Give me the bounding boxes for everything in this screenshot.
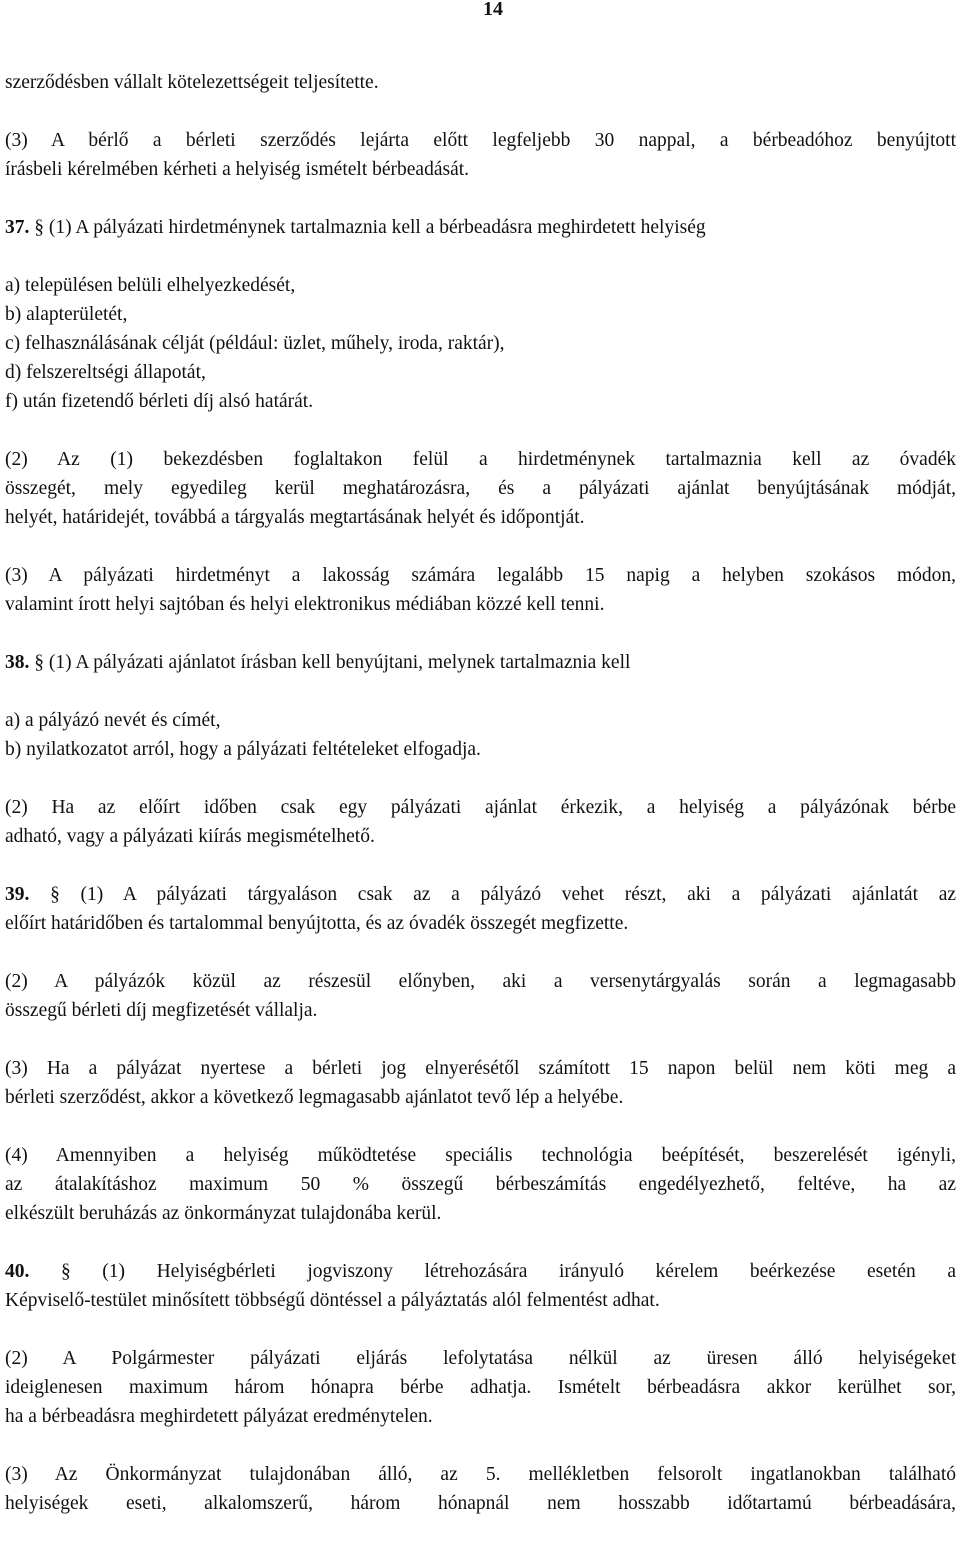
text-line bbox=[5, 1489, 956, 1518]
line-text: b) nyilatkozatot arról, hogy a pályázati feltételeket elfogadja. bbox=[5, 739, 481, 760]
line-text: helyiségek eseti, alkalomszerű, három hónapnál nem hosszabb időtartamú bérbeadására, bbox=[5, 1493, 956, 1514]
section-number: 39. bbox=[5, 884, 30, 905]
paragraph bbox=[5, 967, 956, 1025]
line-text: § (1) A pályázati ajánlatot írásban kell benyújtani, melynek tartalmaznia kell bbox=[34, 652, 631, 673]
line-text: helyét, határidejét, továbbá a tárgyalás megtartásának helyét és időpontját. bbox=[5, 507, 585, 528]
line-text: (3) Az Önkormányzat tulajdonában álló, az 5. mellékletben felsorolt ingatlanokban található bbox=[5, 1464, 956, 1485]
text-line bbox=[5, 358, 956, 387]
text-line bbox=[5, 1054, 956, 1083]
text-line bbox=[5, 155, 956, 184]
line-text: c) felhasználásának célját (például: üzlet, műhely, iroda, raktár), bbox=[5, 333, 505, 354]
line-text: adható, vagy a pályázati kiírás megismételhető. bbox=[5, 826, 375, 847]
text-line bbox=[5, 793, 956, 822]
text-line bbox=[5, 300, 956, 329]
line-text: (2) Ha az előírt időben csak egy pályázati ajánlat érkezik, a helyiség a pályázónak bérbe bbox=[5, 797, 956, 818]
text-line bbox=[5, 213, 956, 242]
text-line bbox=[5, 68, 956, 97]
paragraph bbox=[5, 271, 956, 416]
paragraph bbox=[5, 1460, 956, 1518]
paragraph bbox=[5, 1141, 956, 1228]
text-line bbox=[5, 1257, 956, 1286]
paragraph bbox=[5, 561, 956, 619]
text-line bbox=[5, 474, 956, 503]
text-line bbox=[5, 1373, 956, 1402]
line-text: valamint írott helyi sajtóban és helyi elektronikus médiában közzé kell tenni. bbox=[5, 594, 605, 615]
text-line bbox=[5, 996, 956, 1025]
paragraph bbox=[5, 706, 956, 764]
text-line bbox=[5, 1286, 956, 1315]
text-line bbox=[5, 503, 956, 532]
line-text: ha a bérbeadásra meghirdetett pályázat eredménytelen. bbox=[5, 1406, 433, 1427]
line-text: (3) A pályázati hirdetményt a lakosság számára legalább 15 napig a helyben szokásos módon, bbox=[5, 565, 956, 586]
text-line bbox=[5, 126, 956, 155]
text-line bbox=[5, 561, 956, 590]
line-text: b) alapterületét, bbox=[5, 304, 128, 325]
section-number: 37. bbox=[5, 217, 30, 238]
line-text: § (1) Helyiségbérleti jogviszony létrehozására irányuló kérelem beérkezése esetén a bbox=[60, 1261, 956, 1282]
line-text: Képviselő-testület minősített többségű döntéssel a pályáztatás alól felmentést adhat. bbox=[5, 1290, 660, 1311]
section-number: 38. bbox=[5, 652, 30, 673]
line-text: szerződésben vállalt kötelezettségeit teljesítette. bbox=[5, 72, 379, 93]
line-text: írásbeli kérelmében kérheti a helyiség ismételt bérbeadását. bbox=[5, 159, 470, 180]
text-line bbox=[5, 1402, 956, 1431]
text-line bbox=[5, 648, 956, 677]
text-line bbox=[5, 590, 956, 619]
line-text: bérleti szerződést, akkor a következő legmagasabb ajánlatot tevő lép a helyébe. bbox=[5, 1087, 624, 1108]
line-text: elkészült beruházás az önkormányzat tulajdonába kerül. bbox=[5, 1203, 442, 1224]
text-line bbox=[5, 1083, 956, 1112]
paragraph bbox=[5, 445, 956, 532]
line-text: d) felszereltségi állapotát, bbox=[5, 362, 206, 383]
document-body bbox=[5, 68, 956, 1547]
text-line bbox=[5, 735, 956, 764]
line-text: összegét, mely egyedileg kerül meghatározásra, és a pályázati ajánlat benyújtásának módját, bbox=[5, 478, 956, 499]
line-text: (2) A Polgármester pályázati eljárás lefolytatása nélkül az üresen álló helyiségeket bbox=[5, 1348, 956, 1369]
paragraph bbox=[5, 648, 956, 677]
paragraph bbox=[5, 793, 956, 851]
text-line bbox=[5, 1141, 956, 1170]
text-line bbox=[5, 329, 956, 358]
text-line bbox=[5, 967, 956, 996]
line-text: ideiglenesen maximum három hónapra bérbe adhatja. Ismételt bérbeadásra akkor kerülhet sor, bbox=[5, 1377, 956, 1398]
line-text: § (1) A pályázati hirdetménynek tartalmaznia kell a bérbeadásra meghirdetett helyiség bbox=[34, 217, 706, 238]
line-text: (4) Amennyiben a helyiség működtetése speciális technológia beépítését, beszerelését igényli, bbox=[5, 1145, 956, 1166]
text-line bbox=[5, 1344, 956, 1373]
paragraph bbox=[5, 1257, 956, 1315]
text-line bbox=[5, 1199, 956, 1228]
line-text: (3) Ha a pályázat nyertese a bérleti jog elnyerésétől számított 15 napon belül nem köti meg a bbox=[5, 1058, 956, 1079]
paragraph bbox=[5, 126, 956, 184]
line-text: § (1) A pályázati tárgyaláson csak az a pályázó vehet részt, aki a pályázati ajánlatát az bbox=[50, 884, 956, 905]
text-line bbox=[5, 1170, 956, 1199]
text-line bbox=[5, 1460, 956, 1489]
paragraph bbox=[5, 213, 956, 242]
paragraph bbox=[5, 880, 956, 938]
section-number: 40. bbox=[5, 1261, 30, 1282]
line-text: (2) A pályázók közül az részesül előnyben, aki a versenytárgyalás során a legmagasabb bbox=[5, 971, 956, 992]
paragraph bbox=[5, 1054, 956, 1112]
line-text: (2) Az (1) bekezdésben foglaltakon felül a hirdetménynek tartalmaznia kell az óvadék bbox=[5, 449, 956, 470]
text-line bbox=[5, 909, 956, 938]
line-text: a) településen belüli elhelyezkedését, bbox=[5, 275, 296, 296]
line-text: összegű bérleti díj megfizetését vállalja. bbox=[5, 1000, 318, 1021]
text-line bbox=[5, 822, 956, 851]
text-line bbox=[5, 387, 956, 416]
text-line bbox=[5, 271, 956, 300]
line-text: az átalakításhoz maximum 50 % összegű bérbeszámítás engedélyezhető, feltéve, ha az bbox=[5, 1174, 956, 1195]
line-text: a) a pályázó nevét és címét, bbox=[5, 710, 221, 731]
line-text: (3) A bérlő a bérleti szerződés lejárta előtt legfeljebb 30 nappal, a bérbeadóhoz benyújtott bbox=[5, 130, 956, 151]
line-text: f) után fizetendő bérleti díj alsó határát. bbox=[5, 391, 314, 412]
text-line bbox=[5, 445, 956, 474]
text-line bbox=[5, 706, 956, 735]
text-line bbox=[5, 880, 956, 909]
paragraph bbox=[5, 1344, 956, 1431]
paragraph bbox=[5, 68, 956, 97]
line-text: előírt határidőben és tartalommal benyújtotta, és az óvadék összegét megfizette. bbox=[5, 913, 629, 934]
page-number: 14 bbox=[483, 0, 503, 20]
